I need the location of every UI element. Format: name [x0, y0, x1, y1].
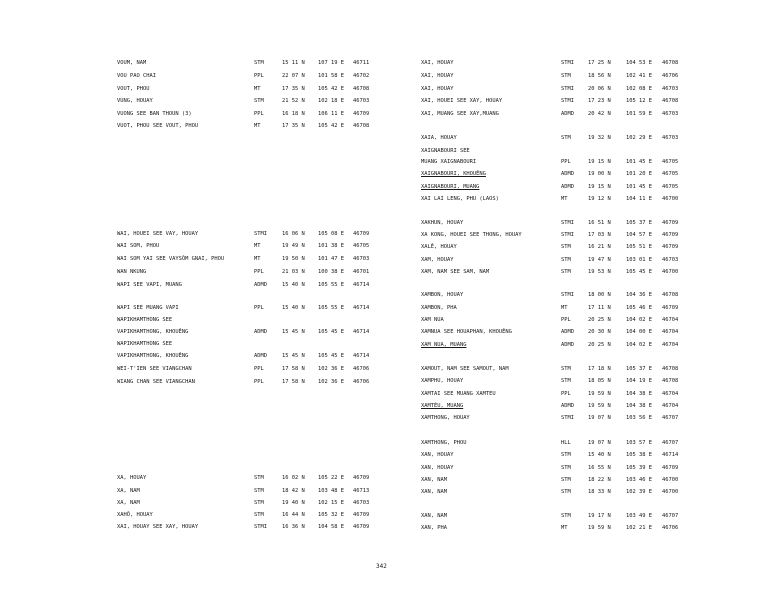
latitude: 16 55 N — [588, 465, 611, 471]
sheet-number: 46714 — [353, 305, 370, 311]
sheet-number: 46703 — [662, 111, 679, 117]
feature-code: STMI — [561, 86, 574, 92]
longitude: 104 53 E — [626, 60, 652, 66]
sheet-number: 46700 — [662, 489, 679, 495]
latitude: 19 15 N — [588, 159, 611, 165]
place-name: XAMTHONG, HOUAY — [421, 415, 470, 421]
feature-code: STMI — [561, 98, 574, 104]
sheet-number: 46703 — [353, 98, 370, 104]
latitude: 16 06 N — [282, 231, 305, 237]
longitude: 103 01 E — [626, 257, 652, 263]
longitude: 105 37 E — [626, 220, 652, 226]
longitude: 104 38 E — [626, 391, 652, 397]
latitude: 16 02 N — [282, 475, 305, 481]
feature-code: STMI — [561, 220, 574, 226]
feature-code: PPL — [254, 305, 264, 311]
place-name: WAI SOM YAI SEE VAYSÔM GNAI, PHOU — [117, 256, 225, 262]
longitude: 102 15 E — [318, 500, 344, 506]
longitude: 104 02 E — [626, 342, 652, 348]
feature-code: STMI — [561, 60, 574, 66]
longitude: 104 02 E — [626, 317, 652, 323]
feature-code: STM — [561, 477, 571, 483]
sheet-number: 46709 — [662, 244, 679, 250]
longitude: 105 46 E — [626, 305, 652, 311]
feature-code: MT — [254, 123, 261, 129]
latitude: 17 35 N — [282, 86, 305, 92]
place-name: XAN, PHA — [421, 525, 447, 531]
latitude: 15 45 N — [282, 329, 305, 335]
latitude: 17 18 N — [588, 366, 611, 372]
feature-code: ADMD — [561, 403, 574, 409]
longitude: 103 49 E — [626, 513, 652, 519]
longitude: 102 36 E — [318, 379, 344, 385]
sheet-number: 46704 — [662, 317, 679, 323]
place-name: WIANG CHAN SEE VIANGCHAN — [117, 379, 195, 385]
latitude: 17 35 N — [282, 123, 305, 129]
longitude: 101 20 E — [626, 171, 652, 177]
place-name: XAIGNABOURI SEE — [421, 148, 470, 154]
latitude: 19 17 N — [588, 513, 611, 519]
feature-code: PPL — [254, 73, 264, 79]
latitude: 16 18 N — [282, 111, 305, 117]
latitude: 16 21 N — [588, 244, 611, 250]
sheet-number: 46703 — [353, 500, 370, 506]
sheet-number: 46709 — [353, 231, 370, 237]
latitude: 20 25 N — [588, 342, 611, 348]
place-name: XAM, NAM SEE SAM, NAM — [421, 269, 490, 275]
feature-code: STM — [561, 378, 571, 384]
place-name: XAMTAI SEE MUANG XAMTEU — [421, 391, 496, 397]
sheet-number: 46705 — [353, 243, 370, 249]
longitude: 105 22 E — [318, 475, 344, 481]
longitude: 101 45 E — [626, 184, 652, 190]
feature-code: STM — [254, 60, 264, 66]
place-name: WAPI SEE MUANG VAPI — [117, 305, 179, 311]
feature-code: STM — [561, 244, 571, 250]
feature-code: STM — [561, 269, 571, 275]
feature-code: ADMD — [254, 329, 267, 335]
sheet-number: 46708 — [662, 60, 679, 66]
feature-code: ADMD — [561, 171, 574, 177]
longitude: 104 11 E — [626, 196, 652, 202]
latitude: 16 44 N — [282, 512, 305, 518]
page-number: 342 — [376, 563, 387, 570]
place-name: VOU PAO CHAI — [117, 73, 156, 79]
latitude: 16 36 N — [282, 524, 305, 530]
place-name: XAMPHU, HOUAY — [421, 378, 464, 384]
longitude: 105 51 E — [626, 244, 652, 250]
longitude: 104 57 E — [626, 232, 652, 238]
feature-code: MT — [561, 525, 568, 531]
place-name: VAPIKHAMTHONG, KHOUÊNG — [117, 353, 189, 359]
longitude: 102 21 E — [626, 525, 652, 531]
longitude: 105 45 E — [318, 329, 344, 335]
sheet-number: 46709 — [662, 465, 679, 471]
longitude: 101 45 E — [626, 159, 652, 165]
place-name: XAI, HOUAY — [421, 86, 454, 92]
place-name: XAKHUN, HOUAY — [421, 220, 464, 226]
longitude: 105 38 E — [626, 452, 652, 458]
latitude: 19 40 N — [282, 500, 305, 506]
sheet-number: 46706 — [662, 73, 679, 79]
sheet-number: 46703 — [662, 86, 679, 92]
place-name: VOUT, PHOU — [117, 86, 150, 92]
latitude: 19 32 N — [588, 135, 611, 141]
latitude: 19 59 N — [588, 403, 611, 409]
place-name: XAMNUA SEE HOUAPHAN, KHOUÊNG — [421, 329, 512, 335]
sheet-number: 46714 — [353, 329, 370, 335]
feature-code: STMI — [561, 415, 574, 421]
longitude: 102 18 E — [318, 98, 344, 104]
longitude: 103 46 E — [626, 477, 652, 483]
feature-code: STMI — [254, 524, 267, 530]
latitude: 19 59 N — [588, 391, 611, 397]
place-name: XA, HOUAY — [117, 475, 147, 481]
sheet-number: 46708 — [353, 86, 370, 92]
sheet-number: 46703 — [353, 256, 370, 262]
place-name: XAIGNABOURI, MUANG — [421, 184, 480, 190]
place-name: XAMTHONG, PHOU — [421, 440, 467, 446]
feature-code: ADMD — [561, 342, 574, 348]
latitude: 19 49 N — [282, 243, 305, 249]
place-name: XAN, NAM — [421, 489, 447, 495]
latitude: 17 11 N — [588, 305, 611, 311]
latitude: 15 40 N — [282, 305, 305, 311]
feature-code: STM — [561, 73, 571, 79]
feature-code: ADMD — [561, 329, 574, 335]
longitude: 105 32 E — [318, 512, 344, 518]
latitude: 20 42 N — [588, 111, 611, 117]
place-name: XAIA, HOUAY — [421, 135, 457, 141]
latitude: 19 12 N — [588, 196, 611, 202]
place-name: XAI, HOUAY SEE XAY, HOUAY — [117, 524, 199, 530]
feature-code: PPL — [561, 391, 571, 397]
sheet-number: 46714 — [662, 452, 679, 458]
place-name: WAI SOM, PHOU — [117, 243, 160, 249]
longitude: 100 38 E — [318, 269, 344, 275]
feature-code: ADMD — [561, 111, 574, 117]
longitude: 105 39 E — [626, 465, 652, 471]
place-name: WAPIKHAMTHONG SEE — [117, 317, 173, 323]
feature-code: MT — [561, 196, 568, 202]
place-name: XAIGNABOURI, KHOUÊNG — [421, 171, 486, 177]
longitude: 105 45 E — [626, 269, 652, 275]
place-name: MUANG XAIGNABOURI — [421, 159, 477, 165]
latitude: 17 58 N — [282, 379, 305, 385]
place-name: VUNG, HOUAY — [117, 98, 153, 104]
latitude: 21 52 N — [282, 98, 305, 104]
sheet-number: 46705 — [662, 171, 679, 177]
latitude: 15 11 N — [282, 60, 305, 66]
longitude: 105 42 E — [318, 86, 344, 92]
feature-code: STM — [254, 98, 264, 104]
feature-code: HLL — [561, 440, 571, 446]
sheet-number: 46709 — [662, 232, 679, 238]
sheet-number: 46709 — [353, 475, 370, 481]
place-name: WEI-T'IEN SEE VIANGCHAN — [117, 366, 192, 372]
longitude: 103 56 E — [626, 415, 652, 421]
latitude: 20 30 N — [588, 329, 611, 335]
latitude: 15 40 N — [588, 452, 611, 458]
latitude: 20 25 N — [588, 317, 611, 323]
longitude: 106 11 E — [318, 111, 344, 117]
feature-code: MT — [561, 305, 568, 311]
place-name: XAN, HOUAY — [421, 452, 454, 458]
feature-code: STMI — [254, 231, 267, 237]
feature-code: PPL — [254, 111, 264, 117]
place-name: XALÊ, HOUAY — [421, 244, 457, 250]
feature-code: STM — [561, 452, 571, 458]
feature-code: PPL — [254, 379, 264, 385]
feature-code: STMI — [561, 232, 574, 238]
longitude: 105 55 E — [318, 305, 344, 311]
feature-code: PPL — [254, 366, 264, 372]
feature-code: STM — [561, 513, 571, 519]
place-name: XAHÔ, HOUAY — [117, 512, 153, 518]
feature-code: MT — [254, 256, 261, 262]
longitude: 104 58 E — [318, 524, 344, 530]
latitude: 15 40 N — [282, 282, 305, 288]
place-name: WAPIKHAMTHONG SEE — [117, 341, 173, 347]
latitude: 22 07 N — [282, 73, 305, 79]
sheet-number: 46704 — [662, 391, 679, 397]
feature-code: STM — [561, 257, 571, 263]
longitude: 101 47 E — [318, 256, 344, 262]
sheet-number: 46705 — [662, 184, 679, 190]
longitude: 107 19 E — [318, 60, 344, 66]
place-name: XAMTÉU, MUANG — [421, 403, 464, 409]
latitude: 17 58 N — [282, 366, 305, 372]
place-name: XAM NUA — [421, 317, 444, 323]
latitude: 19 07 N — [588, 415, 611, 421]
sheet-number: 46704 — [662, 403, 679, 409]
place-name: XAN, HOUAY — [421, 465, 454, 471]
place-name: VAPIKHAMTHONG, KHOUÊNG — [117, 329, 189, 335]
sheet-number: 46709 — [662, 220, 679, 226]
longitude: 104 38 E — [626, 403, 652, 409]
latitude: 19 59 N — [588, 525, 611, 531]
place-name: XA, NAM — [117, 500, 140, 506]
longitude: 101 59 E — [626, 111, 652, 117]
latitude: 17 25 N — [588, 60, 611, 66]
longitude: 105 45 E — [318, 353, 344, 359]
sheet-number: 46704 — [662, 329, 679, 335]
latitude: 19 47 N — [588, 257, 611, 263]
sheet-number: 46708 — [662, 292, 679, 298]
feature-code: PPL — [561, 317, 571, 323]
sheet-number: 46708 — [662, 366, 679, 372]
feature-code: ADMD — [254, 353, 267, 359]
place-name: XAN, NAM — [421, 477, 447, 483]
sheet-number: 46704 — [662, 342, 679, 348]
feature-code: STMI — [561, 292, 574, 298]
place-name: XAMOUT, NAM SEE SAMOUT, NAM — [421, 366, 509, 372]
sheet-number: 46702 — [353, 73, 370, 79]
latitude: 18 22 N — [588, 477, 611, 483]
latitude: 18 56 N — [588, 73, 611, 79]
sheet-number: 46700 — [662, 269, 679, 275]
place-name: XAI, HOUAY — [421, 73, 454, 79]
place-name: WAPI SEE VAPI, MUANG — [117, 282, 182, 288]
sheet-number: 46700 — [662, 477, 679, 483]
place-name: XAN, NAM — [421, 513, 447, 519]
place-name: XA KONG, HOUEI SEE THONG, HOUAY — [421, 232, 522, 238]
longitude: 105 37 E — [626, 366, 652, 372]
place-name: XAI, MUANG SEE XAY,MUANG — [421, 111, 499, 117]
feature-code: STM — [561, 366, 571, 372]
latitude: 21 03 N — [282, 269, 305, 275]
place-name: XAI LAI LENG, PHU (LAOS) — [421, 196, 499, 202]
longitude: 104 36 E — [626, 292, 652, 298]
place-name: XA, NAM — [117, 488, 140, 494]
sheet-number: 46708 — [353, 123, 370, 129]
sheet-number: 46708 — [662, 98, 679, 104]
sheet-number: 46705 — [662, 159, 679, 165]
place-name: XAMBON, HOUAY — [421, 292, 464, 298]
longitude: 102 39 E — [626, 489, 652, 495]
longitude: 105 42 E — [318, 123, 344, 129]
longitude: 105 55 E — [318, 282, 344, 288]
longitude: 101 58 E — [318, 73, 344, 79]
latitude: 19 07 N — [588, 440, 611, 446]
latitude: 18 42 N — [282, 488, 305, 494]
feature-code: ADMD — [561, 184, 574, 190]
sheet-number: 46706 — [662, 525, 679, 531]
longitude: 102 29 E — [626, 135, 652, 141]
sheet-number: 46709 — [662, 305, 679, 311]
sheet-number: 46700 — [662, 196, 679, 202]
place-name: VUONG SEE BAN THOUN (3) — [117, 111, 192, 117]
place-name: WAN NKUNG — [117, 269, 147, 275]
place-name: WAI, HOUEI SEE VAY, HOUAY — [117, 231, 199, 237]
latitude: 19 00 N — [588, 171, 611, 177]
feature-code: STM — [254, 475, 264, 481]
place-name: XAMBON, PHA — [421, 305, 457, 311]
longitude: 102 36 E — [318, 366, 344, 372]
latitude: 16 51 N — [588, 220, 611, 226]
longitude: 103 48 E — [318, 488, 344, 494]
place-name: XAI, HOUEI SEE XAY, HOUAY — [421, 98, 503, 104]
longitude: 104 19 E — [626, 378, 652, 384]
sheet-number: 46714 — [353, 282, 370, 288]
feature-code: PPL — [561, 159, 571, 165]
latitude: 20 06 N — [588, 86, 611, 92]
longitude: 102 08 E — [626, 86, 652, 92]
feature-code: ADMD — [254, 282, 267, 288]
latitude: 19 15 N — [588, 184, 611, 190]
sheet-number: 46709 — [353, 111, 370, 117]
sheet-number: 46706 — [353, 379, 370, 385]
feature-code: STM — [254, 512, 264, 518]
place-name: XAI, HOUAY — [421, 60, 454, 66]
sheet-number: 46701 — [353, 269, 370, 275]
place-name: VUOT, PHOU SEE VOUT, PHOU — [117, 123, 199, 129]
latitude: 19 50 N — [282, 256, 305, 262]
sheet-number: 46707 — [662, 440, 679, 446]
latitude: 17 03 N — [588, 232, 611, 238]
latitude: 17 23 N — [588, 98, 611, 104]
latitude: 19 53 N — [588, 269, 611, 275]
longitude: 102 41 E — [626, 73, 652, 79]
sheet-number: 46711 — [353, 60, 370, 66]
feature-code: STM — [254, 488, 264, 494]
feature-code: MT — [254, 86, 261, 92]
sheet-number: 46709 — [353, 524, 370, 530]
feature-code: STM — [561, 135, 571, 141]
sheet-number: 46703 — [662, 135, 679, 141]
place-name: XAM, HOUAY — [421, 257, 454, 263]
longitude: 103 57 E — [626, 440, 652, 446]
longitude: 104 00 E — [626, 329, 652, 335]
sheet-number: 46714 — [353, 353, 370, 359]
sheet-number: 46709 — [353, 512, 370, 518]
latitude: 18 00 N — [588, 292, 611, 298]
sheet-number: 46713 — [353, 488, 370, 494]
latitude: 18 05 N — [588, 378, 611, 384]
longitude: 101 38 E — [318, 243, 344, 249]
feature-code: STM — [254, 500, 264, 506]
feature-code: PPL — [254, 269, 264, 275]
longitude: 105 12 E — [626, 98, 652, 104]
longitude: 105 08 E — [318, 231, 344, 237]
feature-code: MT — [254, 243, 261, 249]
feature-code: STM — [561, 489, 571, 495]
feature-code: STM — [561, 465, 571, 471]
latitude: 18 33 N — [588, 489, 611, 495]
sheet-number: 46708 — [662, 378, 679, 384]
latitude: 15 45 N — [282, 353, 305, 359]
sheet-number: 46707 — [662, 513, 679, 519]
sheet-number: 46706 — [353, 366, 370, 372]
sheet-number: 46703 — [662, 257, 679, 263]
place-name: XAM NUA, MUANG — [421, 342, 467, 348]
sheet-number: 46707 — [662, 415, 679, 421]
place-name: VOUM, NAM — [117, 60, 147, 66]
